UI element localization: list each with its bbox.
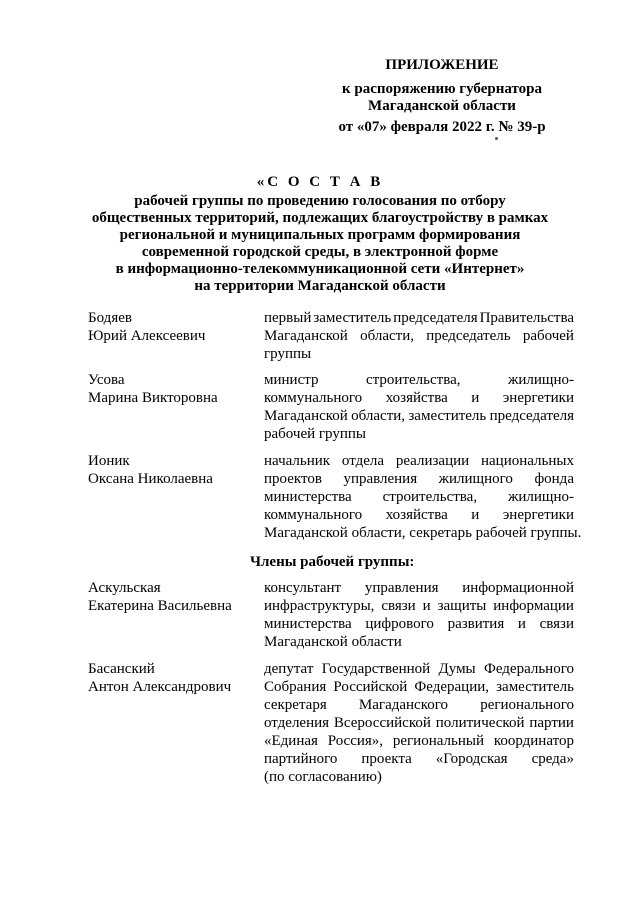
role-line: начальник отдела реализации национальных: [264, 453, 574, 469]
role-line: проектов управления жилищного фонда: [264, 471, 574, 487]
appendix-date-line: от «07» февраля 2022 г. № 39-р: [338, 119, 546, 135]
role-line: секретаря Магаданского регионального: [264, 697, 574, 713]
member-surname: Басанский: [88, 661, 155, 677]
member-role: [264, 371, 574, 443]
member-given-names: Оксана Николаевна: [88, 471, 213, 487]
appendix-decree-line: к распоряжению губернатора: [341, 81, 542, 97]
member-surname: Усова: [88, 372, 125, 388]
appendix-title: ПРИЛОЖЕНИЕ: [385, 57, 499, 73]
role-line: министерства строительства, жилищно-: [264, 489, 574, 505]
composition-line: рабочей группы по проведению голосования по отбору: [134, 193, 506, 209]
role-line: консультант управления информационной: [264, 580, 574, 596]
role-line: Магаданской области, секретарь рабочей группы.: [264, 525, 582, 541]
members-heading: Члены рабочей группы:: [250, 554, 415, 570]
role-line: «Единая Россия», региональный координатор: [264, 733, 574, 749]
scan-speck: [495, 137, 498, 140]
composition-line: в информационно-телекоммуникационной сети «Интернет»: [115, 261, 525, 277]
member-name: [88, 371, 258, 407]
member-role: [264, 660, 574, 786]
role-line: Магаданской области, председатель рабочей: [264, 328, 574, 344]
composition-line: на территории Магаданской области: [194, 278, 446, 294]
member-surname: Бодяев: [88, 310, 132, 326]
member-role: [264, 452, 582, 542]
member-name: [88, 309, 258, 345]
member-role: [264, 579, 574, 651]
role-line: Магаданской области, заместитель председателя: [264, 408, 574, 424]
role-line: партийного проекта «Городская среда»: [264, 751, 574, 767]
composition-line: региональной и муниципальных программ формирования: [119, 227, 521, 243]
member-name: [88, 660, 258, 696]
member-name: [88, 579, 258, 615]
member-surname: Ионик: [88, 453, 130, 469]
member-given-names: Екатерина Васильевна: [88, 598, 232, 614]
member-given-names: Антон Александрович: [88, 679, 232, 695]
member-surname: Аскульская: [88, 580, 161, 596]
role-line: отделения Всероссийской политической партии: [264, 715, 574, 731]
composition-subtitle: [80, 193, 560, 295]
composition-line: современной городской среды, в электронной форме: [141, 244, 499, 260]
composition-line: общественных территорий, подлежащих благоустройству в рамках: [91, 210, 549, 226]
member-name: [88, 452, 258, 488]
role-line: группы: [264, 346, 312, 362]
member-given-names: Юрий Алексеевич: [88, 328, 206, 344]
role-line: первый заместитель председателя Правительства: [264, 310, 574, 326]
role-line: Собрания Российской Федерации, заместитель: [264, 679, 574, 695]
role-line: министерства цифрового развития и связи: [264, 616, 574, 632]
member-given-names: Марина Викторовна: [88, 390, 218, 406]
appendix-region-line: Магаданской области: [368, 98, 516, 114]
composition-title: «С О С Т А В: [256, 174, 384, 190]
member-role: [264, 309, 574, 363]
role-line: депутат Государственной Думы Федерального: [264, 661, 574, 677]
role-line: инфраструктуры, связи и защиты информации: [264, 598, 574, 614]
role-line: рабочей группы: [264, 426, 366, 442]
role-line: Магаданской области: [264, 634, 402, 650]
role-line: министр строительства, жилищно-: [264, 372, 574, 388]
role-line: коммунального хозяйства и энергетики: [264, 507, 574, 523]
role-line: (по согласованию): [264, 769, 382, 785]
role-line: коммунального хозяйства и энергетики: [264, 390, 574, 406]
